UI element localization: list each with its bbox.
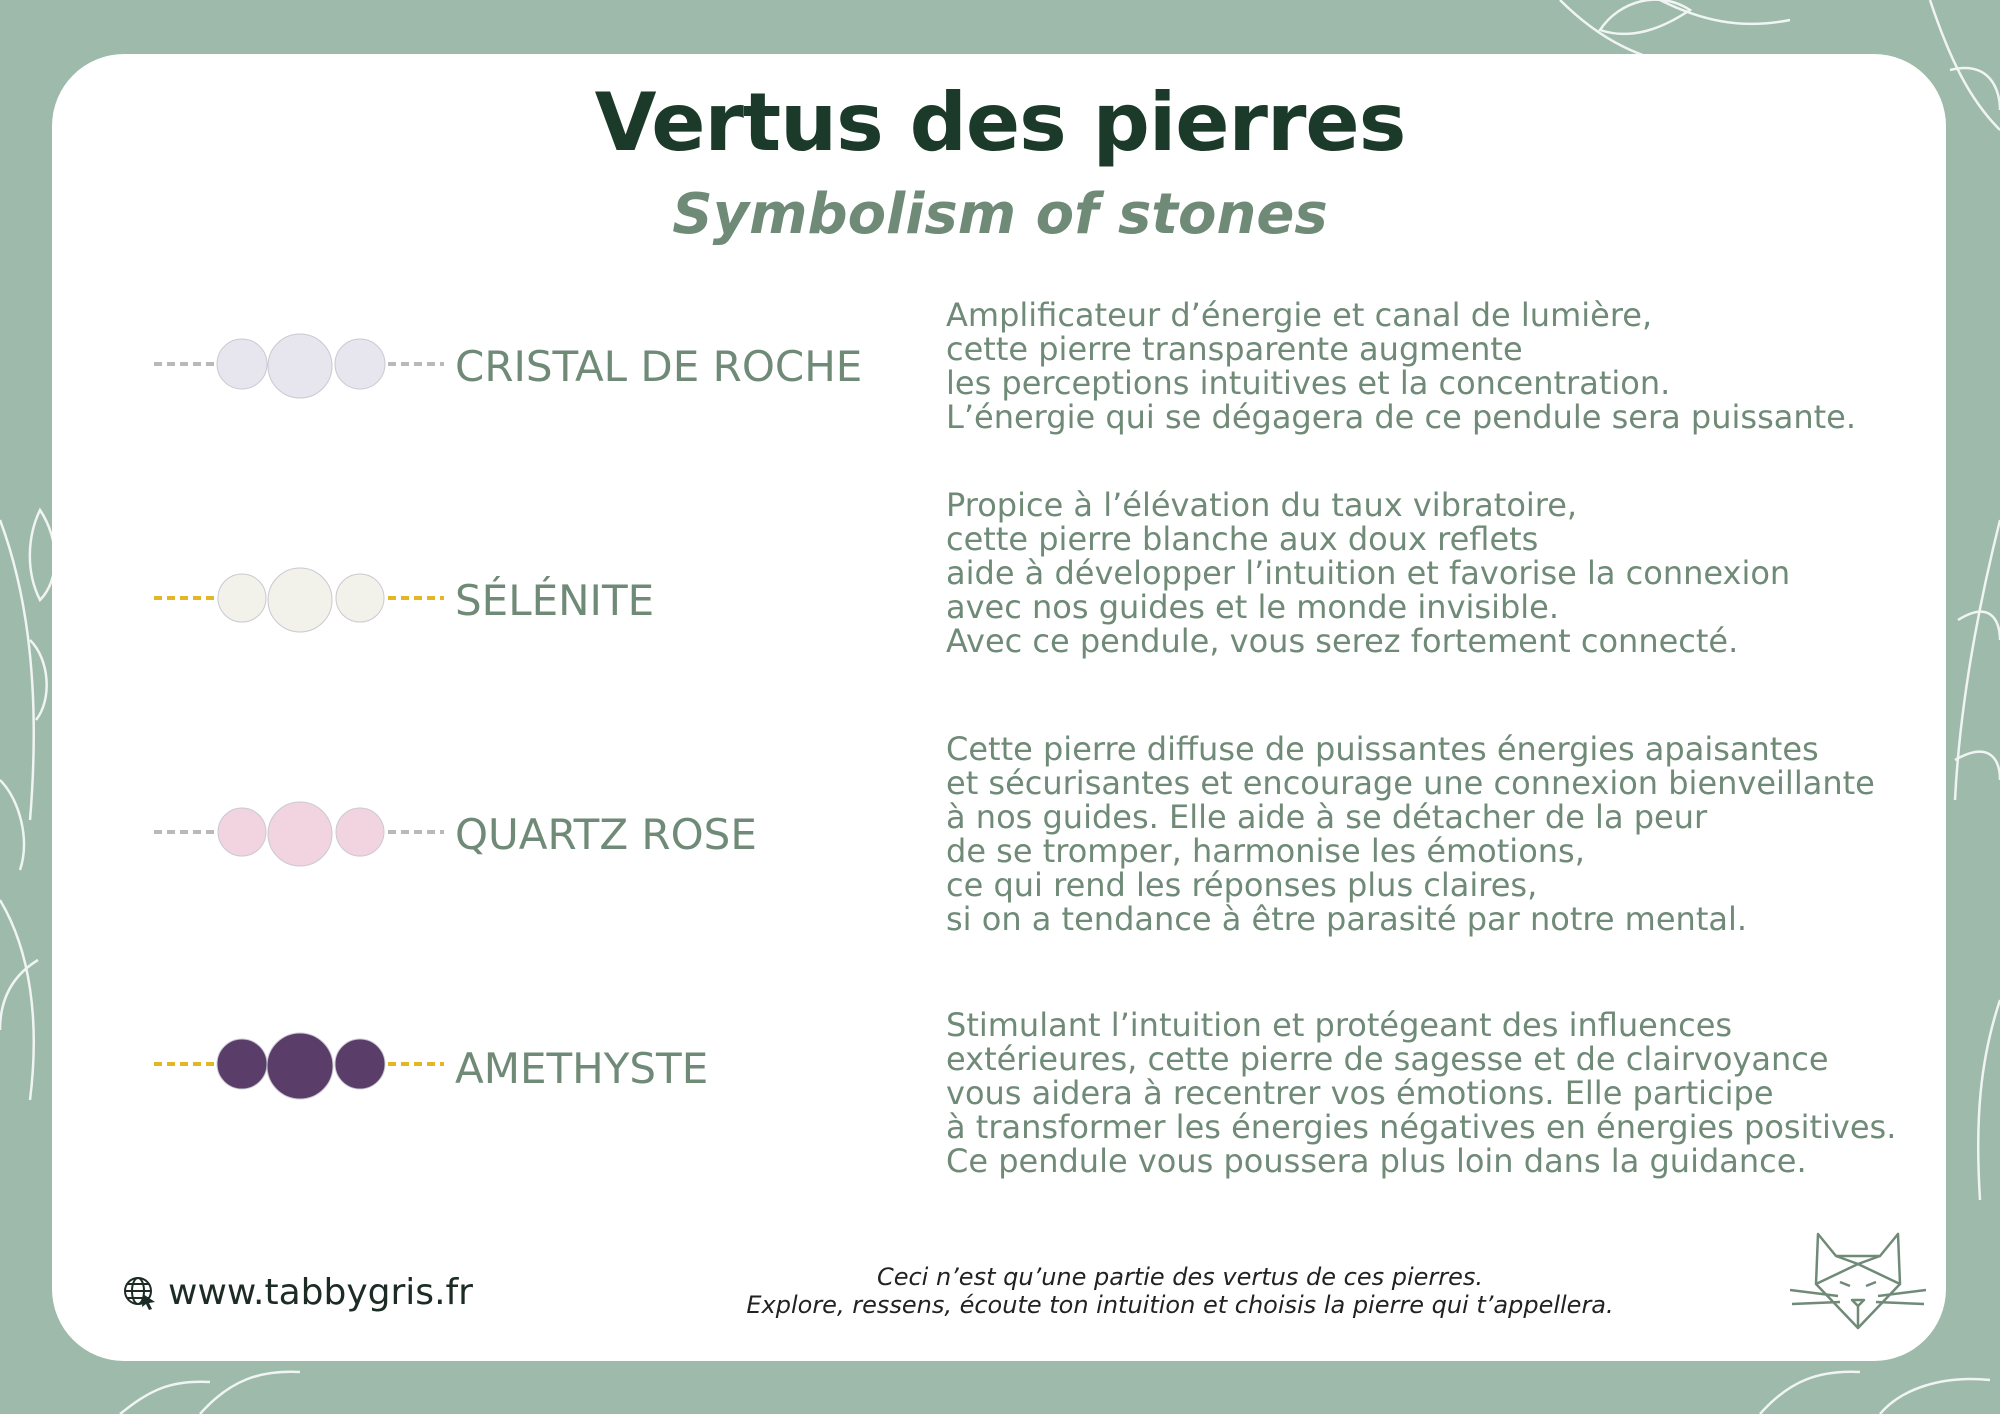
description-line: Stimulant l’intuition et protégeant des influences bbox=[946, 1006, 1733, 1044]
stone-description-amethyste bbox=[946, 1008, 1896, 1178]
description-line: Avec ce pendule, vous serez fortement connecté. bbox=[946, 622, 1739, 660]
page-title: Vertus des pierres bbox=[594, 76, 1406, 169]
stone-name-cristal: CRISTAL DE ROCHE bbox=[455, 342, 863, 391]
stone-description-cristal bbox=[946, 298, 1856, 434]
stone-name-quartz-rose: QUARTZ ROSE bbox=[455, 810, 757, 859]
description-line: L’énergie qui se dégagera de ce pendule sera puissante. bbox=[946, 398, 1857, 436]
description-line: avec nos guides et le monde invisible. bbox=[946, 588, 1560, 626]
description-line: et sécurisantes et encourage une connexion bienveillante bbox=[946, 764, 1875, 802]
description-line: à nos guides. Elle aide à se détacher de la peur bbox=[946, 798, 1708, 836]
pendant-image-selenite bbox=[154, 560, 444, 640]
description-line: Cette pierre diffuse de puissantes énergies apaisantes bbox=[946, 730, 1819, 768]
cat-face-logo bbox=[1790, 1224, 1926, 1334]
footer-note-line: Explore, ressens, écoute ton intuition et choisis la pierre qui t’appellera. bbox=[746, 1291, 1614, 1319]
description-line: ce qui rend les réponses plus claires, bbox=[946, 866, 1538, 904]
description-line: si on a tendance à être parasité par notre mental. bbox=[946, 900, 1748, 938]
description-line: cette pierre blanche aux doux reflets bbox=[946, 520, 1539, 558]
stone-name-selenite: SÉLÉNITE bbox=[455, 576, 655, 625]
footer-note-line: Ceci n’est qu’une partie des vertus de ces pierres. bbox=[876, 1263, 1484, 1291]
description-line: Propice à l’élévation du taux vibratoire, bbox=[946, 486, 1578, 524]
description-line: extérieures, cette pierre de sagesse et de clairvoyance bbox=[946, 1040, 1829, 1078]
pendant-image-cristal bbox=[154, 326, 444, 406]
footer-note bbox=[700, 1263, 1660, 1319]
globe-cursor-icon bbox=[122, 1275, 158, 1311]
description-line: de se tromper, harmonise les émotions, bbox=[946, 832, 1585, 870]
website-url[interactable]: www.tabbygris.fr bbox=[168, 1272, 473, 1313]
pendant-image-quartz-rose bbox=[154, 794, 444, 874]
description-line: vous aidera à recentrer vos émotions. Elle participe bbox=[946, 1074, 1774, 1112]
stone-name-amethyste: AMETHYSTE bbox=[455, 1044, 709, 1093]
page-subtitle: Symbolism of stones bbox=[672, 182, 1328, 247]
pendant-image-amethyste bbox=[154, 1026, 444, 1106]
description-line: aide à développer l’intuition et favorise la connexion bbox=[946, 554, 1791, 592]
description-line: à transformer les énergies négatives en énergies positives. bbox=[946, 1108, 1897, 1146]
stone-description-quartz-rose bbox=[946, 732, 1875, 936]
description-line: Amplificateur d’énergie et canal de lumière, bbox=[946, 296, 1653, 334]
website-link[interactable] bbox=[122, 1272, 473, 1313]
stone-description-selenite bbox=[946, 488, 1790, 658]
description-line: les perceptions intuitives et la concentration. bbox=[946, 364, 1671, 402]
description-line: cette pierre transparente augmente bbox=[946, 330, 1523, 368]
description-line: Ce pendule vous poussera plus loin dans la guidance. bbox=[946, 1142, 1807, 1180]
